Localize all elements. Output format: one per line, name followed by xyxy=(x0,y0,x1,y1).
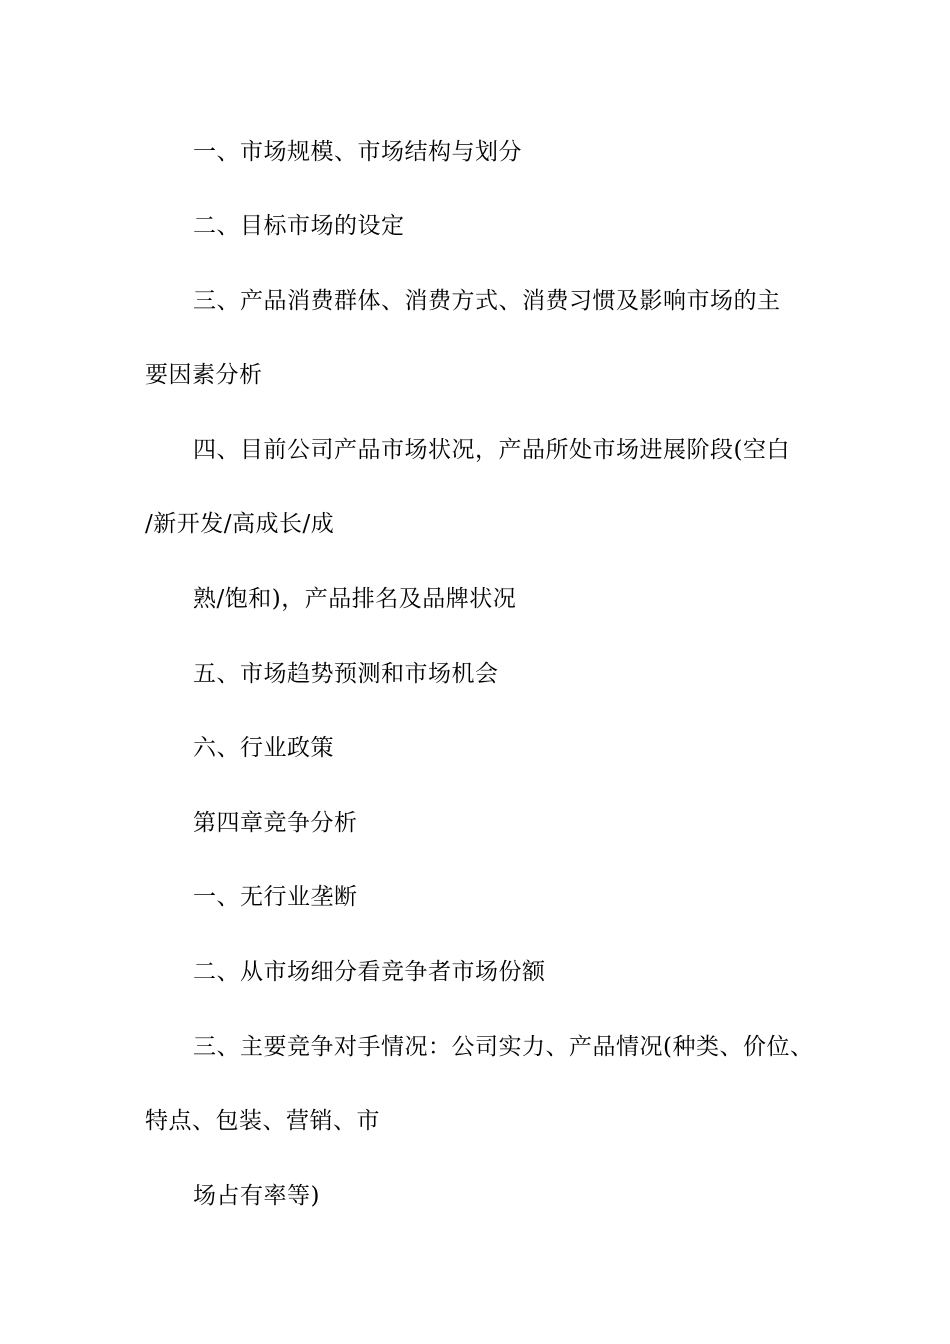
text-line: 六、行业政策 xyxy=(193,735,334,761)
text-line: 特点、包装、营销、市 xyxy=(145,1108,380,1134)
text-line: 三、主要竞争对手情况：公司实力、产品情况(种类、价位、 xyxy=(193,1034,814,1060)
text-line: 要因素分析 xyxy=(145,362,263,388)
text-line: 场占有率等) xyxy=(193,1183,320,1209)
text-line: 四、目前公司产品市场状况，产品所处市场进展阶段(空白 xyxy=(193,437,790,463)
text-line: 熟/饱和)，产品排名及品牌状况 xyxy=(193,586,517,612)
text-line: 一、市场规模、市场结构与划分 xyxy=(193,139,522,165)
text-line: 五、市场趋势预测和市场机会 xyxy=(193,661,499,687)
text-line: 三、产品消费群体、消费方式、消费习惯及影响市场的主 xyxy=(193,288,781,314)
chapter-heading: 第四章竞争分析 xyxy=(193,810,358,836)
text-line: 一、无行业垄断 xyxy=(193,884,358,910)
text-line: /新开发/高成长/成 xyxy=(145,511,335,537)
text-line: 二、目标市场的设定 xyxy=(193,213,405,239)
text-line: 二、从市场细分看竞争者市场份额 xyxy=(193,959,546,985)
